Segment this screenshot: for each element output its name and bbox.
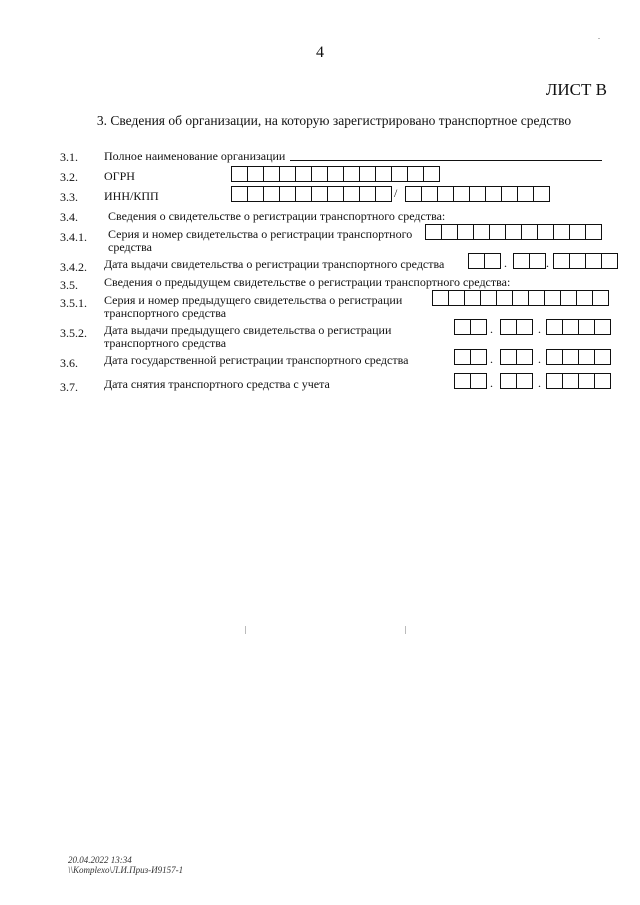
date-dot: .: [538, 322, 541, 336]
row-number: 3.5.1.: [60, 296, 87, 310]
row-number: 3.4.: [60, 210, 78, 224]
row-number: 3.2.: [60, 170, 78, 184]
field-label: Сведения о свидетельстве о регистрации транспортного средства:: [108, 209, 446, 223]
footer-stamp: [68, 855, 183, 875]
page-number: 4: [316, 44, 324, 61]
field-label: Полное наименование организации: [104, 149, 286, 163]
kpp-boxes[interactable]: [405, 186, 550, 202]
field-label: ИНН/КПП: [104, 189, 159, 203]
row-number: 3.3.: [60, 190, 78, 204]
date-year-boxes[interactable]: [546, 319, 611, 335]
date-dot: .: [490, 376, 493, 390]
date-year-boxes[interactable]: [546, 373, 611, 389]
scan-mark: [405, 626, 406, 634]
previous-certificate-boxes[interactable]: [432, 290, 609, 306]
footer-path: \\Komplexo\Л.И.Приз-И9157-1: [68, 865, 184, 875]
field-label: Дата выдачи предыдущего свидетельства о регистрации транспортного средства: [104, 323, 392, 350]
inn-kpp-separator: /: [394, 186, 398, 200]
date-dot: .: [490, 352, 493, 366]
row-number: 3.4.1.: [60, 230, 87, 244]
date-month-boxes[interactable]: [500, 319, 533, 335]
field-label: ОГРН: [104, 169, 135, 183]
footer-date: 20.04.2022 13:34: [68, 855, 132, 865]
row-number: 3.6.: [60, 356, 78, 370]
date-month-boxes[interactable]: [500, 373, 533, 389]
date-year-boxes[interactable]: [546, 349, 611, 365]
date-dot: .: [504, 256, 507, 270]
field-label: Серия и номер предыдущего свидетельства о регистрации транспортного средства: [104, 293, 403, 320]
scan-mark: [598, 38, 600, 39]
sheet-label: ЛИСТ В: [545, 80, 607, 99]
certificate-series-number-boxes[interactable]: [425, 224, 602, 240]
field-label: Дата снятия транспортного средства с учета: [104, 377, 330, 391]
scan-mark: [245, 626, 246, 634]
field-label: Сведения о предыдущем свидетельстве о регистрации транспортного средства:: [104, 275, 511, 289]
date-day-boxes[interactable]: [454, 349, 487, 365]
row-number: 3.5.2.: [60, 326, 87, 340]
field-label: Серия и номер свидетельства о регистрации транспортного средства: [108, 227, 413, 254]
section-title: 3. Сведения об организации, на которую зарегистрировано транспортное средство: [96, 113, 572, 128]
date-day-boxes[interactable]: [454, 373, 487, 389]
date-month-boxes[interactable]: [513, 253, 546, 269]
date-dot: .: [538, 376, 541, 390]
field-label: Дата государственной регистрации транспортного средства: [104, 353, 409, 367]
row-number: 3.7.: [60, 380, 78, 394]
date-dot: .: [546, 256, 549, 270]
date-dot: .: [490, 322, 493, 336]
date-month-boxes[interactable]: [500, 349, 533, 365]
row-number: 3.4.2.: [60, 260, 87, 274]
field-label: Дата выдачи свидетельства о регистрации транспортного средства: [104, 257, 445, 271]
date-year-boxes[interactable]: [553, 253, 618, 269]
date-day-boxes[interactable]: [468, 253, 501, 269]
date-dot: .: [538, 352, 541, 366]
inn-boxes[interactable]: [231, 186, 392, 202]
row-number: 3.1.: [60, 150, 78, 164]
row-number: 3.5.: [60, 278, 78, 292]
date-day-boxes[interactable]: [454, 319, 487, 335]
ogrn-boxes[interactable]: [231, 166, 440, 182]
organization-name-field[interactable]: [290, 160, 602, 161]
